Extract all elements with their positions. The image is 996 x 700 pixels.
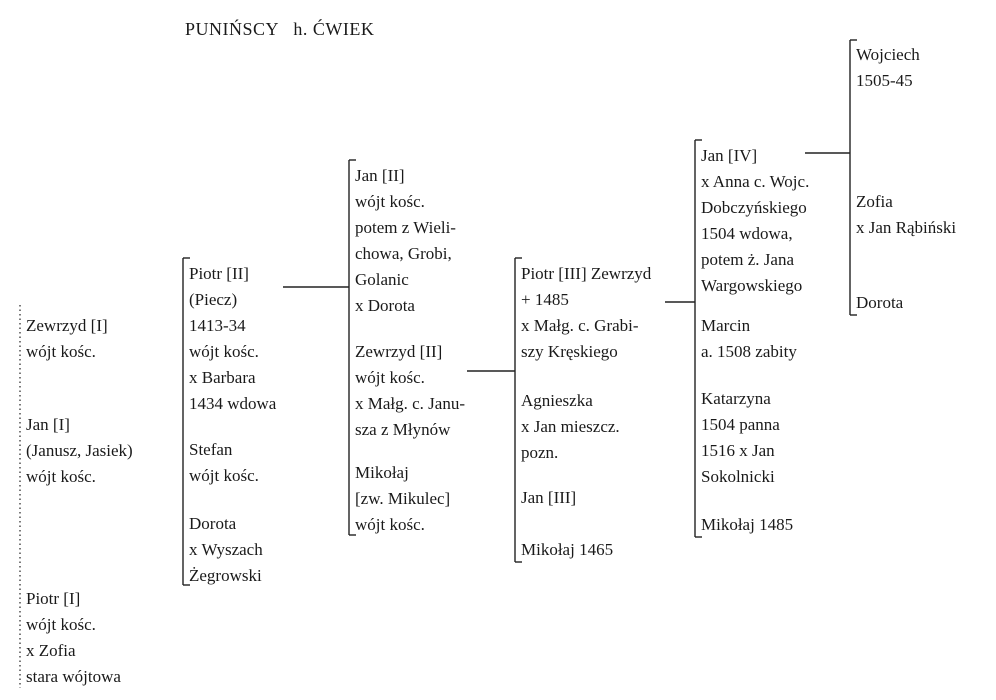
person-detail-line: wójt kośc.: [189, 466, 259, 485]
person-detail-line: 1505-45: [856, 71, 913, 90]
person-name: Jan [III]: [521, 488, 577, 507]
person-name: Stefan: [189, 440, 233, 459]
person-name: Zewrzyd [II]: [355, 342, 443, 361]
person-name: Piotr [II]: [189, 264, 249, 283]
person-detail-line: x Małg. c. Janu-: [355, 394, 466, 413]
person-detail-line: Dobczyńskiego: [701, 198, 807, 217]
person-name: Wojciech: [856, 45, 920, 64]
person-name: Jan [I]: [26, 415, 70, 434]
person-name: Mikołaj: [355, 463, 409, 482]
person-detail-line: 1504 panna: [701, 415, 780, 434]
person-detail-line: wójt kośc.: [189, 342, 259, 361]
person-detail-line: sza z Młynów: [355, 420, 451, 439]
person-detail-line: wójt kośc.: [26, 615, 96, 634]
person-detail-line: wójt kośc.: [355, 515, 425, 534]
person-detail-line: 1516 x Jan: [701, 441, 775, 460]
person-detail-line: (Piecz): [189, 290, 238, 309]
person-name: Mikołaj 1485: [701, 515, 794, 534]
person-detail-line: chowa, Grobi,: [355, 244, 452, 263]
person-detail-line: a. 1508 zabity: [701, 342, 797, 361]
person-detail-line: potem z Wieli-: [355, 218, 456, 237]
person-detail-line: + 1485: [521, 290, 569, 309]
person-entry: [856, 189, 956, 241]
person-name: Mikołaj 1465: [521, 540, 614, 559]
person-detail-line: x Anna c. Wojc.: [701, 172, 810, 191]
person-detail-line: pozn.: [521, 443, 559, 462]
person-detail-line: x Wyszach: [189, 540, 263, 559]
person-detail-line: x Zofia: [26, 641, 76, 660]
person-entry: [355, 163, 456, 319]
person-name: Katarzyna: [701, 389, 771, 408]
person-detail-line: stara wójtowa: [26, 667, 121, 686]
person-name: Agnieszka: [521, 391, 593, 410]
person-detail-line: x Barbara: [189, 368, 256, 387]
person-entry: [26, 412, 133, 490]
person-detail-line: wójt kośc.: [26, 342, 96, 361]
person-detail-line: x Małg. c. Grabi-: [521, 316, 639, 335]
person-detail-line: wójt kośc.: [26, 467, 96, 486]
person-entry: [701, 386, 780, 490]
person-detail-line: szy Kręskiego: [521, 342, 618, 361]
person-name: Jan [IV]: [701, 146, 758, 165]
person-detail-line: 1413-34: [189, 316, 246, 335]
person-name: Jan [II]: [355, 166, 405, 185]
person-name: Piotr [III] Zewrzyd: [521, 264, 652, 283]
person-entry: [189, 437, 259, 489]
person-detail-line: Golanic: [355, 270, 409, 289]
person-entry: [189, 261, 276, 417]
person-entry: [856, 42, 920, 94]
person-detail-line: x Jan Rąbiński: [856, 218, 957, 237]
person-entry: [701, 512, 793, 538]
person-name: Dorota: [856, 293, 904, 312]
person-detail-line: x Jan mieszcz.: [521, 417, 620, 436]
person-entry: [521, 261, 651, 365]
person-detail-line: 1434 wdowa: [189, 394, 277, 413]
person-entry: [26, 313, 108, 365]
person-detail-line: (Janusz, Jasiek): [26, 441, 133, 460]
person-detail-line: x Dorota: [355, 296, 415, 315]
person-name: Dorota: [189, 514, 237, 533]
person-detail-line: Żegrowski: [189, 566, 262, 585]
person-detail-line: potem ż. Jana: [701, 250, 794, 269]
person-detail-line: Wargowskiego: [701, 276, 803, 295]
person-detail-line: [zw. Mikulec]: [355, 489, 451, 508]
person-entry: [26, 586, 121, 690]
person-name: Zofia: [856, 192, 893, 211]
person-entry: [355, 339, 465, 443]
person-detail-line: wójt kośc.: [355, 368, 425, 387]
person-detail-line: Sokolnicki: [701, 467, 775, 486]
person-entry: [701, 143, 809, 299]
family-title: PUNIŃSCY h. ĆWIEK: [185, 19, 375, 39]
person-name: Piotr [I]: [26, 589, 81, 608]
person-entry: [521, 485, 576, 511]
person-entry: [521, 537, 613, 563]
person-detail-line: 1504 wdowa,: [701, 224, 793, 243]
person-entry: [701, 313, 797, 365]
person-name: Zewrzyd [I]: [26, 316, 108, 335]
person-detail-line: wójt kośc.: [355, 192, 425, 211]
person-name: Marcin: [701, 316, 751, 335]
person-entry: [856, 290, 903, 316]
person-entry: [355, 460, 450, 538]
person-entry: [521, 388, 620, 466]
person-entry: [189, 511, 263, 589]
